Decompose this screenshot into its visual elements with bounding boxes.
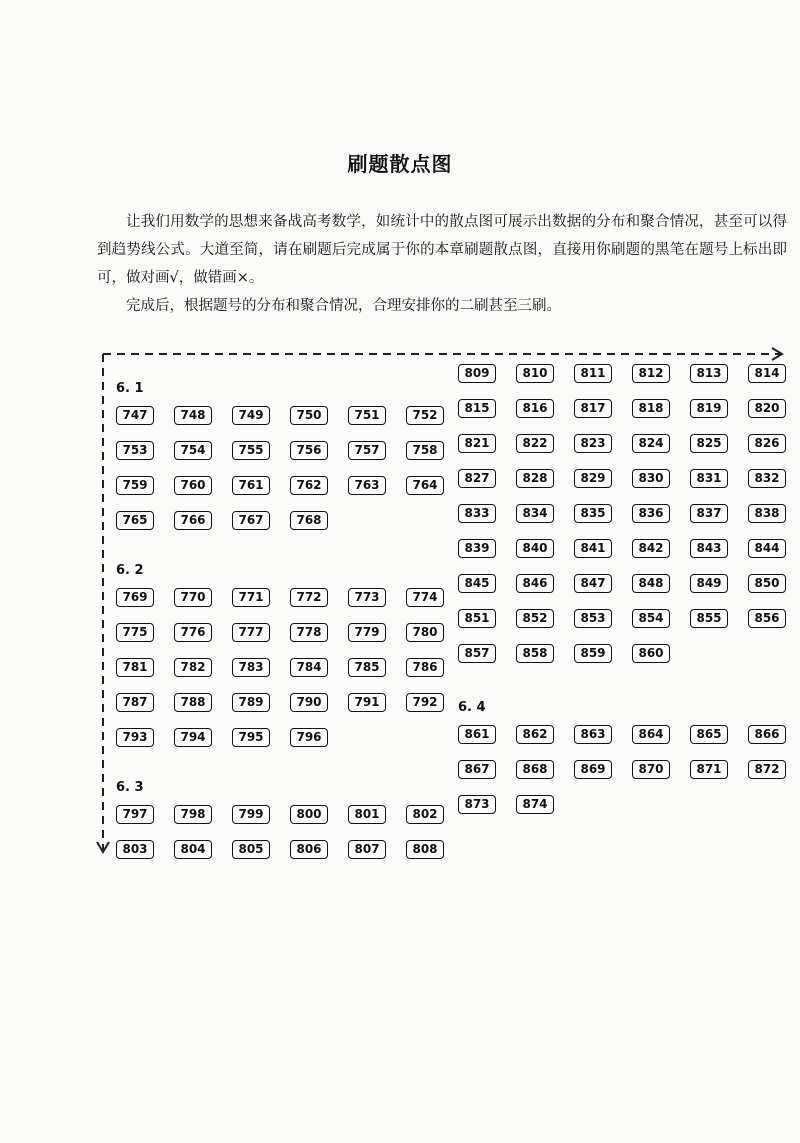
question-grid [458,725,788,814]
question-number-box[interactable]: 774 [406,588,444,607]
question-number-box[interactable]: 865 [690,725,728,744]
question-number-box[interactable]: 759 [116,476,154,495]
question-number-box[interactable]: 789 [232,693,270,712]
question-number-box[interactable]: 869 [574,760,612,779]
question-number-box[interactable]: 818 [632,399,670,418]
question-number-box[interactable]: 783 [232,658,270,677]
question-number-box[interactable]: 809 [458,364,496,383]
question-number-box[interactable]: 859 [574,644,612,663]
intro-paragraph-2: 完成后，根据题号的分布和聚合情况，合理安排你的二刷甚至三刷。 [126,298,561,314]
question-number-box[interactable]: 766 [174,511,212,530]
question-number-box[interactable]: 769 [116,588,154,607]
question-number-box[interactable]: 839 [458,539,496,558]
question-number-box[interactable]: 850 [748,574,786,593]
question-number-box[interactable]: 846 [516,574,554,593]
question-number-box[interactable]: 860 [632,644,670,663]
question-number-box[interactable]: 796 [290,728,328,747]
question-number-box[interactable]: 835 [574,504,612,523]
question-number-box[interactable]: 790 [290,693,328,712]
question-number-box[interactable]: 841 [574,539,612,558]
question-number-box[interactable]: 792 [406,693,444,712]
exercise-section [116,779,446,859]
question-number-box[interactable]: 873 [458,795,496,814]
question-number-box[interactable]: 802 [406,805,444,824]
question-number-box[interactable]: 828 [516,469,554,488]
left-column [116,380,446,859]
question-number-box[interactable]: 832 [748,469,786,488]
question-grid [116,805,446,859]
question-number-box[interactable]: 849 [690,574,728,593]
question-number-box[interactable]: 847 [574,574,612,593]
question-number-box[interactable]: 777 [232,623,270,642]
question-number-box[interactable]: 837 [690,504,728,523]
question-number-box[interactable]: 806 [290,840,328,859]
question-number-box[interactable]: 752 [406,406,444,425]
question-number-box[interactable]: 758 [406,441,444,460]
question-number-box[interactable]: 826 [748,434,786,453]
question-number-box[interactable]: 749 [232,406,270,425]
question-number-box[interactable]: 772 [290,588,328,607]
question-number-box[interactable]: 768 [290,511,328,530]
question-grid [458,364,788,663]
question-number-box[interactable]: 863 [574,725,612,744]
question-number-box[interactable]: 794 [174,728,212,747]
question-grid [116,588,446,747]
question-number-box[interactable]: 867 [458,760,496,779]
question-number-box[interactable]: 854 [632,609,670,628]
question-number-box[interactable]: 851 [458,609,496,628]
question-number-box[interactable]: 836 [632,504,670,523]
question-number-box[interactable]: 853 [574,609,612,628]
question-number-box[interactable]: 830 [632,469,670,488]
question-number-box[interactable]: 782 [174,658,212,677]
exercise-section [116,380,446,530]
question-number-box[interactable]: 762 [290,476,328,495]
page-title: 刷题散点图 [347,152,453,176]
question-number-box[interactable]: 786 [406,658,444,677]
question-number-box[interactable]: 801 [348,805,386,824]
question-number-box[interactable]: 864 [632,725,670,744]
section-label: 6. 3 [116,780,144,795]
question-number-box[interactable]: 844 [748,539,786,558]
question-number-box[interactable]: 838 [748,504,786,523]
question-number-box[interactable]: 799 [232,805,270,824]
question-number-box[interactable]: 757 [348,441,386,460]
question-number-box[interactable]: 871 [690,760,728,779]
question-number-box[interactable]: 747 [116,406,154,425]
question-number-box[interactable]: 811 [574,364,612,383]
question-number-box[interactable]: 813 [690,364,728,383]
question-number-box[interactable]: 824 [632,434,670,453]
question-number-box[interactable]: 764 [406,476,444,495]
question-number-box[interactable]: 866 [748,725,786,744]
question-number-box[interactable]: 805 [232,840,270,859]
right-column [458,364,788,814]
question-number-box[interactable]: 763 [348,476,386,495]
question-number-box[interactable]: 803 [116,840,154,859]
question-number-box[interactable]: 785 [348,658,386,677]
question-number-box[interactable]: 874 [516,795,554,814]
question-number-box[interactable]: 804 [174,840,212,859]
question-number-box[interactable]: 815 [458,399,496,418]
question-number-box[interactable]: 788 [174,693,212,712]
question-number-box[interactable]: 861 [458,725,496,744]
question-number-box[interactable]: 823 [574,434,612,453]
question-number-box[interactable]: 776 [174,623,212,642]
question-number-box[interactable]: 755 [232,441,270,460]
question-number-box[interactable]: 816 [516,399,554,418]
question-number-box[interactable]: 750 [290,406,328,425]
question-number-box[interactable]: 800 [290,805,328,824]
question-number-box[interactable]: 848 [632,574,670,593]
question-number-box[interactable]: 856 [748,609,786,628]
down-arrow-head [97,842,109,852]
question-number-box[interactable]: 798 [174,805,212,824]
question-number-box[interactable]: 852 [516,609,554,628]
question-number-box[interactable]: 791 [348,693,386,712]
question-number-box[interactable]: 862 [516,725,554,744]
question-number-box[interactable]: 775 [116,623,154,642]
question-number-box[interactable]: 820 [748,399,786,418]
question-number-box[interactable]: 829 [574,469,612,488]
question-number-box[interactable]: 843 [690,539,728,558]
question-number-box[interactable]: 868 [516,760,554,779]
question-number-box[interactable]: 779 [348,623,386,642]
question-number-box[interactable]: 833 [458,504,496,523]
question-number-box[interactable]: 808 [406,840,444,859]
question-number-box[interactable]: 797 [116,805,154,824]
question-number-box[interactable]: 784 [290,658,328,677]
question-number-box[interactable]: 807 [348,840,386,859]
question-number-box[interactable]: 756 [290,441,328,460]
question-number-box[interactable]: 819 [690,399,728,418]
question-number-box[interactable]: 748 [174,406,212,425]
question-number-box[interactable]: 773 [348,588,386,607]
question-number-box[interactable]: 761 [232,476,270,495]
section-label: 6. 2 [116,563,144,578]
question-number-box[interactable]: 787 [116,693,154,712]
question-number-box[interactable]: 814 [748,364,786,383]
question-grid [116,406,446,530]
question-number-box[interactable]: 822 [516,434,554,453]
question-number-box[interactable]: 840 [516,539,554,558]
question-number-box[interactable]: 753 [116,441,154,460]
question-number-box[interactable]: 771 [232,588,270,607]
intro-text [97,208,787,320]
question-number-box[interactable]: 821 [458,434,496,453]
question-number-box[interactable]: 855 [690,609,728,628]
intro-paragraph-1: 让我们用数学的思想来备战高考数学，如统计中的散点图可展示出数据的分布和聚合情况，甚至可以得到趋势线公式。大道至简，请在刷题后完成属于你的本章刷题散点图，直接用你刷题的黑笔在题号上标出即可，做对画√，做错画×。 [97,214,787,286]
right-arrow-head [772,348,782,360]
exercise-section [458,699,788,814]
question-number-box[interactable]: 780 [406,623,444,642]
question-number-box[interactable]: 857 [458,644,496,663]
question-number-box[interactable]: 767 [232,511,270,530]
question-number-box[interactable]: 770 [174,588,212,607]
section-label: 6. 4 [458,700,486,715]
question-number-box[interactable]: 842 [632,539,670,558]
question-number-box[interactable]: 760 [174,476,212,495]
question-number-box[interactable]: 812 [632,364,670,383]
question-number-box[interactable]: 825 [690,434,728,453]
section-label: 6. 1 [116,381,144,396]
question-number-box[interactable]: 765 [116,511,154,530]
question-number-box[interactable]: 831 [690,469,728,488]
question-number-box[interactable]: 817 [574,399,612,418]
question-number-box[interactable]: 845 [458,574,496,593]
question-number-box[interactable]: 827 [458,469,496,488]
question-number-box[interactable]: 834 [516,504,554,523]
question-number-box[interactable]: 778 [290,623,328,642]
exercise-section [458,364,788,663]
question-number-box[interactable]: 793 [116,728,154,747]
question-number-box[interactable]: 795 [232,728,270,747]
question-number-box[interactable]: 810 [516,364,554,383]
question-number-box[interactable]: 754 [174,441,212,460]
question-number-box[interactable]: 870 [632,760,670,779]
question-number-box[interactable]: 858 [516,644,554,663]
exercise-section [116,562,446,747]
question-number-box[interactable]: 751 [348,406,386,425]
question-number-box[interactable]: 872 [748,760,786,779]
question-number-box[interactable]: 781 [116,658,154,677]
